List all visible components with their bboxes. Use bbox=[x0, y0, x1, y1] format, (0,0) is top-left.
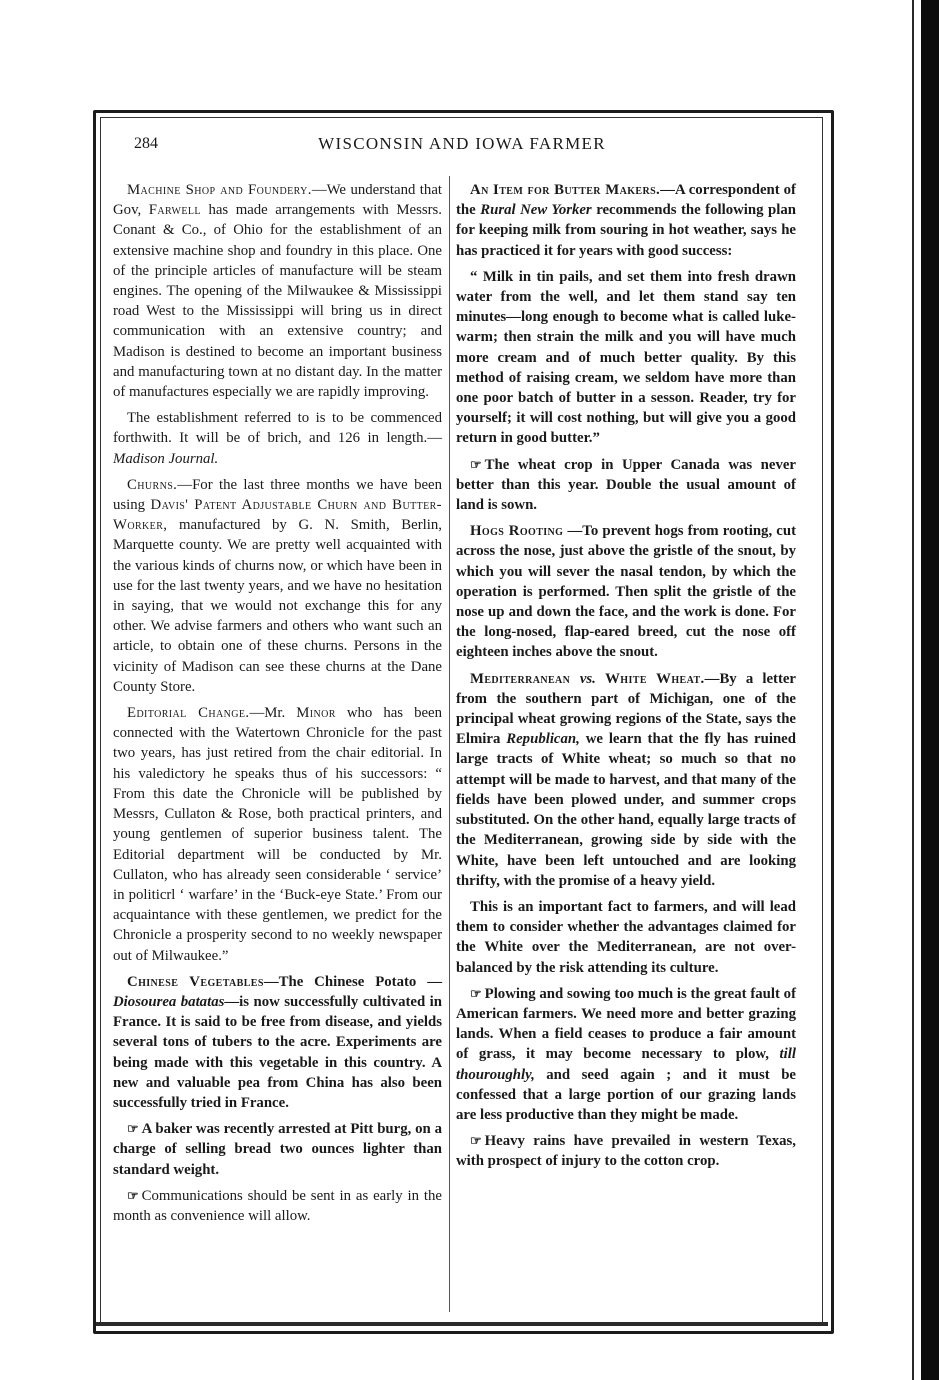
article-communications: ☞ Communications should be sent in as early in the month as convenience will allow. bbox=[113, 1187, 442, 1224]
pointing-hand-icon: ☞ bbox=[470, 456, 481, 472]
article-mediterranean: Mediterranean vs. White Wheat.—By a letter from the southern part of Michigan, one of the principal wheat growing regions of the State, says the Elmira Republican, we learn that the fly has ruined large tracts of White wheat; so much so that no attempt will be made to harvest, and that many of the fields have been plowed under, and summer crops substituted. On the other hand, equally large tracts of the Mediterranean, growing side by side with the White, have been left untouched and are looking thrifty, with the promise of a heavy yield. bbox=[456, 670, 797, 889]
pointing-hand-icon: ☞ bbox=[470, 1133, 481, 1149]
article-title: Mediterranean bbox=[470, 670, 580, 687]
right-column bbox=[456, 180, 796, 1178]
article-wheat-crop: ☞ The wheat crop in Upper Canada was never better than this year. Double the usual amount of land is sown. bbox=[456, 456, 796, 514]
article-editorial-change: Editorial Change.—Mr. Minor who has been connected with the Watertown Chronicle for the past two years, has just retired from the chair editorial. In his valedictory he speaks thus of his successors: “ From this date the Chronicle will be published by Messrs, Cullaton & Rose, both practical printers, and young gentlemen of superior business talent. The Editorial department will be conducted by Mr. Cullaton, who has already seen considerable ‘ service’ in politicrl ‘ warfare’ in the ‘Buck-eye State.’ From our acquaintance with these gentlemen, we predict for the Chronicle a prosperity second to no weekly newspaper out of Milwaukee.” bbox=[113, 705, 442, 964]
article-machine-shop-cont: The establishment referred to is to be commenced forthwith. It will be of brich, and 126 in length.—Madison Journal. bbox=[113, 410, 442, 467]
newspaper-name: Republican, bbox=[506, 731, 580, 748]
article-plowing: ☞ Plowing and sowing too much is the great fault of American farmers. We need more and better grazing lands. When a field ceases to produce a fair amount of grass, it may become necessary to plow, till thouroughly, and seed again ; and it must be confessed that a large portion of our grazing lands are less productive than they might be made. bbox=[456, 985, 796, 1123]
pointing-hand-icon: ☞ bbox=[127, 1121, 138, 1137]
page-number: 284 bbox=[134, 135, 158, 152]
pointing-hand-icon: ☞ bbox=[470, 985, 481, 1001]
article-chinese-vegetables: Chinese Vegetables—The Chinese Potato —Diosourea batatas—is now successfully cultivated in France. It is said to be free from disease, and yields several tons of tubers to the acre. Experiments are being made with this vegetable in this country. A new and valuable pea from China has also been successfully tried in France. bbox=[113, 973, 442, 1111]
article-butter-makers: An Item for Butter Makers.—A correspondent of the Rural New Yorker recommends the following plan for keeping milk from souring in hot weather, says he has practiced it for years with good success: bbox=[456, 182, 796, 259]
article-churns: Churns.—For the last three months we have been using Davis' Patent Adjustable Churn and Butter-Worker, manufactured by G. N. Smith, Berlin, Marquette county. We are pretty well acquainted with the various kinds of churns now, or which have been in use for the last twenty years, and we have no hesitation in saying, that we would not exchange this for any other. We advise farmers and others who want such an article, to obtain one of these churns. Persons in the vicinity of Madison can see these churns at the Dane County Store. bbox=[113, 476, 442, 695]
article-title: Chinese Vegetables bbox=[127, 973, 264, 990]
running-title: WISCONSIN AND IOWA FARMER bbox=[318, 134, 606, 153]
page-edge-shadow bbox=[921, 0, 939, 1380]
article-machine-shop: Machine Shop and Foundery.—We understand that Gov, Farwell has made arrangements with Messrs. Conant & Co., of Ohio for the establishment of an extensive machine shop and foundry in this place. One of the principle articles of manufacture will be steam engines. The opening of the Milwaukee & Mississippi road West to the Mississippi will bring us in direct communication with an extensive country; and Madison is destined to become an important business and manufacturing town at no distant day. In the matter of manufactures especially we are rapidly improving. bbox=[113, 182, 442, 401]
page-edge-line bbox=[912, 0, 914, 1380]
latin-name: Diosourea batatas bbox=[113, 993, 225, 1010]
article-baker: ☞ A baker was recently arrested at Pitt burg, on a charge of selling bread two ounces lighter than standard weight. bbox=[113, 1121, 442, 1178]
article-mediterranean-cont: This is an important fact to farmers, and will lead them to consider whether the advantages claimed for the White over the Mediterranean, are not over-balanced by the risk attending its culture. bbox=[456, 898, 796, 976]
article-title: An Item for Butter Makers. bbox=[470, 182, 661, 198]
article-title: Editorial Change. bbox=[127, 705, 250, 722]
page-header bbox=[108, 132, 816, 158]
article-title: Machine Shop and Foundery. bbox=[127, 182, 312, 198]
left-column bbox=[113, 180, 442, 1232]
article-heavy-rains: ☞ Heavy rains have prevailed in western Texas, with prospect of injury to the cotton crop. bbox=[456, 1133, 796, 1170]
article-title: Churns. bbox=[127, 476, 178, 493]
article-butter-makers-quote: “ Milk in tin pails, and set them into fresh drawn water from the well, and let them stand say ten minutes—long enough to become what is called luke-warm; then strain the milk and you will have much more cream and of much better quality. By this method of raising cream, we seldom have more than one poor batch of butter in a sesson. Reader, try for yourself; it will cost nothing, but will give you a good return in good butter.” bbox=[456, 268, 796, 447]
page-border-bottom-rule bbox=[96, 1322, 828, 1326]
person-name: Minor bbox=[296, 705, 336, 722]
person-name: Farwell bbox=[148, 202, 201, 219]
article-title: Hogs Rooting bbox=[470, 523, 564, 540]
emphasis-text: till thouroughly, bbox=[456, 1046, 796, 1083]
newspaper-name: Rural New Yorker bbox=[480, 202, 592, 219]
source-credit: Madison Journal. bbox=[113, 450, 219, 467]
product-name: Davis' Patent Adjustable Churn and Butter-Worker, bbox=[113, 497, 442, 534]
pointing-hand-icon: ☞ bbox=[127, 1187, 138, 1203]
article-hogs-rooting: Hogs Rooting —To prevent hogs from rooting, cut across the nose, just above the gristle of the snout, by which you will sever the nasal tendon, by which the operation is performed. Then split the gristle of the nose up and down the face, and the work is done. For the long-nosed, flap-eared breed, cut the nose off eighteen inches above the snout. bbox=[456, 523, 797, 661]
column-divider bbox=[449, 176, 450, 1312]
